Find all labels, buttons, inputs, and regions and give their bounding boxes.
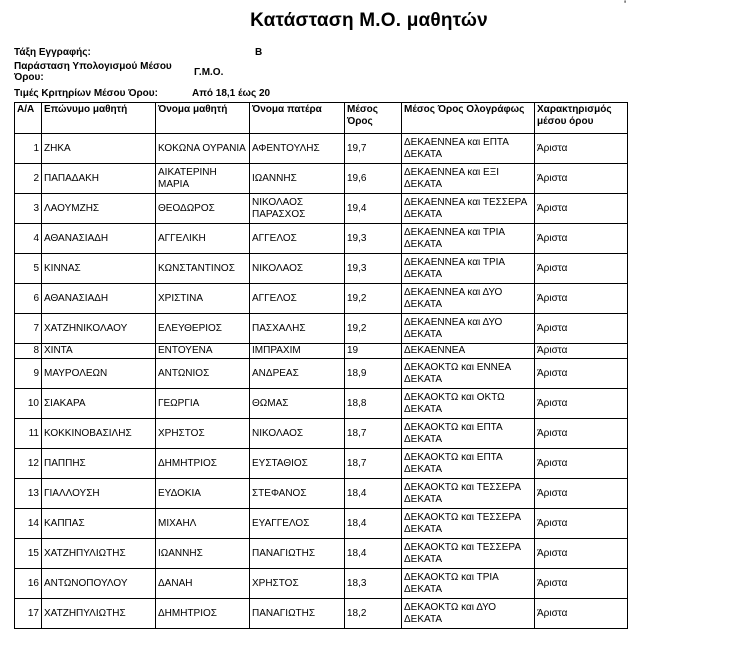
- cell-father: ΑΦΕΝΤΟΥΛΗΣ: [250, 134, 345, 164]
- cell-average: 18,4: [345, 479, 402, 509]
- cell-characterization: Άριστα: [535, 509, 628, 539]
- cell-average-words: ΔΕΚΑΕΝΝΕΑ και ΕΠΤΑ ΔΕΚΑΤΑ: [402, 134, 535, 164]
- calc-label: Παράσταση Υπολογισμού Μέσου Όρου:: [14, 61, 172, 83]
- cell-father: ΝΙΚΟΛΑΟΣ ΠΑΡΑΣΧΟΣ: [250, 194, 345, 224]
- cell-name: ΘΕΟΔΩΡΟΣ: [156, 194, 250, 224]
- cell-father: ΧΡΗΣΤΟΣ: [250, 569, 345, 599]
- cell-average: 18,7: [345, 449, 402, 479]
- cell-name: ΑΓΓΕΛΙΚΗ: [156, 224, 250, 254]
- table-row: [15, 254, 628, 284]
- cell-average: 19,2: [345, 314, 402, 344]
- cell-surname: ΜΑΥΡΟΛΕΩΝ: [42, 359, 156, 389]
- cell-name: ΚΟΚΩΝΑ ΟΥΡΑΝΙΑ: [156, 134, 250, 164]
- cell-aa: 13: [15, 479, 42, 509]
- cell-father: ΙΩΑΝΝΗΣ: [250, 164, 345, 194]
- cell-average-words: ΔΕΚΑΟΚΤΩ και ΤΡΙΑ ΔΕΚΑΤΑ: [402, 569, 535, 599]
- cell-name: ΕΥΔΟΚΙΑ: [156, 479, 250, 509]
- cell-name: ΧΡΗΣΤΟΣ: [156, 419, 250, 449]
- cell-aa: 15: [15, 539, 42, 569]
- class-value: Β: [255, 47, 263, 58]
- cell-average-words: ΔΕΚΑΕΝΝΕΑ και ΤΡΙΑ ΔΕΚΑΤΑ: [402, 254, 535, 284]
- cell-aa: 5: [15, 254, 42, 284]
- cell-aa: 11: [15, 419, 42, 449]
- cell-name: ΜΙΧΑΗΛ: [156, 509, 250, 539]
- cell-average-words: ΔΕΚΑΟΚΤΩ και ΔΥΟ ΔΕΚΑΤΑ: [402, 599, 535, 629]
- cell-aa: 1: [15, 134, 42, 164]
- cell-average: 19: [345, 344, 402, 359]
- cell-surname: ΚΑΠΠΑΣ: [42, 509, 156, 539]
- cell-average: 18,9: [345, 359, 402, 389]
- page-title: Κατάσταση Μ.Ο. μαθητών: [250, 10, 488, 31]
- cell-aa: 16: [15, 569, 42, 599]
- cell-aa: 7: [15, 314, 42, 344]
- cell-aa: 14: [15, 509, 42, 539]
- table-row: [15, 344, 628, 359]
- cell-name: ΧΡΙΣΤΙΝΑ: [156, 284, 250, 314]
- cell-average: 18,2: [345, 599, 402, 629]
- header-father: Όνομα πατέρα: [250, 103, 345, 134]
- cell-average: 18,7: [345, 419, 402, 449]
- cell-average-words: ΔΕΚΑΟΚΤΩ και ΤΕΣΣΕΡΑ ΔΕΚΑΤΑ: [402, 539, 535, 569]
- cell-aa: 2: [15, 164, 42, 194]
- cell-average-words: ΔΕΚΑΕΝΝΕΑ και ΔΥΟ ΔΕΚΑΤΑ: [402, 284, 535, 314]
- cell-characterization: Άριστα: [535, 254, 628, 284]
- cell-characterization: Άριστα: [535, 224, 628, 254]
- cell-surname: ΚΟΚΚΙΝΟΒΑΣΙΛΗΣ: [42, 419, 156, 449]
- cell-name: ΕΛΕΥΘΕΡΙΟΣ: [156, 314, 250, 344]
- cell-aa: 4: [15, 224, 42, 254]
- cell-father: ΑΓΓΕΛΟΣ: [250, 284, 345, 314]
- cell-average-words: ΔΕΚΑΕΝΝΕΑ και ΤΕΣΣΕΡΑ ΔΕΚΑΤΑ: [402, 194, 535, 224]
- table-row: [15, 164, 628, 194]
- cell-average-words: ΔΕΚΑΟΚΤΩ και ΤΕΣΣΕΡΑ ΔΕΚΑΤΑ: [402, 509, 535, 539]
- cell-characterization: Άριστα: [535, 449, 628, 479]
- cell-surname: ΖΗΚΑ: [42, 134, 156, 164]
- cell-average: 19,6: [345, 164, 402, 194]
- cell-surname: ΧΑΤΖΗΠΥΛΙΩΤΗΣ: [42, 599, 156, 629]
- cell-average-words: ΔΕΚΑΕΝΝΕΑ και ΤΡΙΑ ΔΕΚΑΤΑ: [402, 224, 535, 254]
- table-row: [15, 419, 628, 449]
- cell-surname: ΧΙΝΤΑ: [42, 344, 156, 359]
- table-row: [15, 284, 628, 314]
- cell-average: 18,3: [345, 569, 402, 599]
- cell-name: ΔΑΝΑΗ: [156, 569, 250, 599]
- corner-mark: ': [624, 0, 627, 11]
- cell-characterization: Άριστα: [535, 359, 628, 389]
- cell-father: ΑΝΔΡΕΑΣ: [250, 359, 345, 389]
- cell-characterization: Άριστα: [535, 599, 628, 629]
- cell-average: 18,8: [345, 389, 402, 419]
- header-name: Όνομα μαθητή: [156, 103, 250, 134]
- cell-father: ΕΥΑΓΓΕΛΟΣ: [250, 509, 345, 539]
- cell-surname: ΧΑΤΖΗΝΙΚΟΛΑΟΥ: [42, 314, 156, 344]
- cell-surname: ΛΑΟΥΜΖΗΣ: [42, 194, 156, 224]
- cell-aa: 9: [15, 359, 42, 389]
- cell-surname: ΣΙΑΚΑΡΑ: [42, 389, 156, 419]
- cell-father: ΠΑΝΑΓΙΩΤΗΣ: [250, 539, 345, 569]
- cell-name: ΓΕΩΡΓΙΑ: [156, 389, 250, 419]
- cell-aa: 6: [15, 284, 42, 314]
- cell-average-words: ΔΕΚΑΟΚΤΩ και ΕΝΝΕΑ ΔΕΚΑΤΑ: [402, 359, 535, 389]
- table-row: [15, 194, 628, 224]
- cell-father: ΠΑΣΧΑΛΗΣ: [250, 314, 345, 344]
- calc-value: Γ.Μ.Ο.: [194, 67, 224, 78]
- table-row: [15, 539, 628, 569]
- cell-father: ΘΩΜΑΣ: [250, 389, 345, 419]
- cell-average-words: ΔΕΚΑΟΚΤΩ και ΤΕΣΣΕΡΑ ΔΕΚΑΤΑ: [402, 479, 535, 509]
- cell-average-words: ΔΕΚΑΕΝΝΕΑ και ΕΞΙ ΔΕΚΑΤΑ: [402, 164, 535, 194]
- cell-father: ΕΥΣΤΑΘΙΟΣ: [250, 449, 345, 479]
- cell-surname: ΠΑΠΑΔΑΚΗ: [42, 164, 156, 194]
- header-surname: Επώνυμο μαθητή: [42, 103, 156, 134]
- cell-name: ΔΗΜΗΤΡΙΟΣ: [156, 449, 250, 479]
- cell-average-words: ΔΕΚΑΟΚΤΩ και ΕΠΤΑ ΔΕΚΑΤΑ: [402, 419, 535, 449]
- cell-surname: ΓΙΑΛΛΟΥΣΗ: [42, 479, 156, 509]
- cell-average: 19,4: [345, 194, 402, 224]
- cell-father: ΝΙΚΟΛΑΟΣ: [250, 254, 345, 284]
- table-row: [15, 134, 628, 164]
- cell-father: ΠΑΝΑΓΙΩΤΗΣ: [250, 599, 345, 629]
- cell-surname: ΧΑΤΖΗΠΥΛΙΩΤΗΣ: [42, 539, 156, 569]
- cell-surname: ΠΑΠΠΗΣ: [42, 449, 156, 479]
- cell-name: ΙΩΑΝΝΗΣ: [156, 539, 250, 569]
- cell-surname: ΚΙΝΝΑΣ: [42, 254, 156, 284]
- cell-average: 19,7: [345, 134, 402, 164]
- cell-characterization: Άριστα: [535, 419, 628, 449]
- cell-average-words: ΔΕΚΑΕΝΝΕΑ και ΔΥΟ ΔΕΚΑΤΑ: [402, 314, 535, 344]
- cell-average-words: ΔΕΚΑΟΚΤΩ και ΕΠΤΑ ΔΕΚΑΤΑ: [402, 449, 535, 479]
- table-row: [15, 389, 628, 419]
- cell-aa: 3: [15, 194, 42, 224]
- cell-characterization: Άριστα: [535, 344, 628, 359]
- cell-average: 18,4: [345, 509, 402, 539]
- cell-surname: ΑΘΑΝΑΣΙΑΔΗ: [42, 284, 156, 314]
- cell-surname: ΑΝΤΩΝΟΠΟΥΛΟΥ: [42, 569, 156, 599]
- cell-name: ΑΝΤΩΝΙΟΣ: [156, 359, 250, 389]
- cell-average-words: ΔΕΚΑΟΚΤΩ και ΟΚΤΩ ΔΕΚΑΤΑ: [402, 389, 535, 419]
- cell-characterization: Άριστα: [535, 479, 628, 509]
- students-table: [14, 102, 628, 629]
- cell-father: ΙΜΠΡΑΧΙΜ: [250, 344, 345, 359]
- cell-characterization: Άριστα: [535, 164, 628, 194]
- cell-surname: ΑΘΑΝΑΣΙΑΔΗ: [42, 224, 156, 254]
- cell-characterization: Άριστα: [535, 314, 628, 344]
- table-row: [15, 569, 628, 599]
- cell-characterization: Άριστα: [535, 284, 628, 314]
- table-row: [15, 479, 628, 509]
- header-average-words: Μέσος Όρος Ολογράφως: [402, 103, 535, 134]
- cell-name: ΑΙΚΑΤΕΡΙΝΗ ΜΑΡΙΑ: [156, 164, 250, 194]
- header-characterization: Χαρακτηρισμός μέσου όρου: [535, 103, 628, 134]
- cell-name: ΕΝΤΟΥΕΝΑ: [156, 344, 250, 359]
- cell-characterization: Άριστα: [535, 569, 628, 599]
- cell-average: 19,2: [345, 284, 402, 314]
- cell-father: ΝΙΚΟΛΑΟΣ: [250, 419, 345, 449]
- cell-characterization: Άριστα: [535, 539, 628, 569]
- criteria-label: Τιμές Κριτηρίων Μέσου Όρου:: [14, 88, 158, 99]
- cell-father: ΣΤΕΦΑΝΟΣ: [250, 479, 345, 509]
- cell-average-words: ΔΕΚΑΕΝΝΕΑ: [402, 344, 535, 359]
- cell-characterization: Άριστα: [535, 389, 628, 419]
- class-label: Τάξη Εγγραφής:: [14, 47, 91, 58]
- cell-aa: 8: [15, 344, 42, 359]
- cell-aa: 17: [15, 599, 42, 629]
- cell-aa: 10: [15, 389, 42, 419]
- cell-characterization: Άριστα: [535, 134, 628, 164]
- cell-average: 19,3: [345, 254, 402, 284]
- table-row: [15, 599, 628, 629]
- cell-name: ΔΗΜΗΤΡΙΟΣ: [156, 599, 250, 629]
- table-row: [15, 509, 628, 539]
- table-row: [15, 314, 628, 344]
- cell-father: ΑΓΓΕΛΟΣ: [250, 224, 345, 254]
- table-row: [15, 359, 628, 389]
- cell-characterization: Άριστα: [535, 194, 628, 224]
- criteria-value: Από 18,1 έως 20: [192, 88, 271, 99]
- header-aa: Α/Α: [15, 103, 42, 134]
- cell-aa: 12: [15, 449, 42, 479]
- table-header-row: [15, 103, 628, 134]
- cell-average: 18,4: [345, 539, 402, 569]
- cell-name: ΚΩΝΣΤΑΝΤΙΝΟΣ: [156, 254, 250, 284]
- header-average: Μέσος Όρος: [345, 103, 402, 134]
- table-row: [15, 449, 628, 479]
- table-row: [15, 224, 628, 254]
- cell-average: 19,3: [345, 224, 402, 254]
